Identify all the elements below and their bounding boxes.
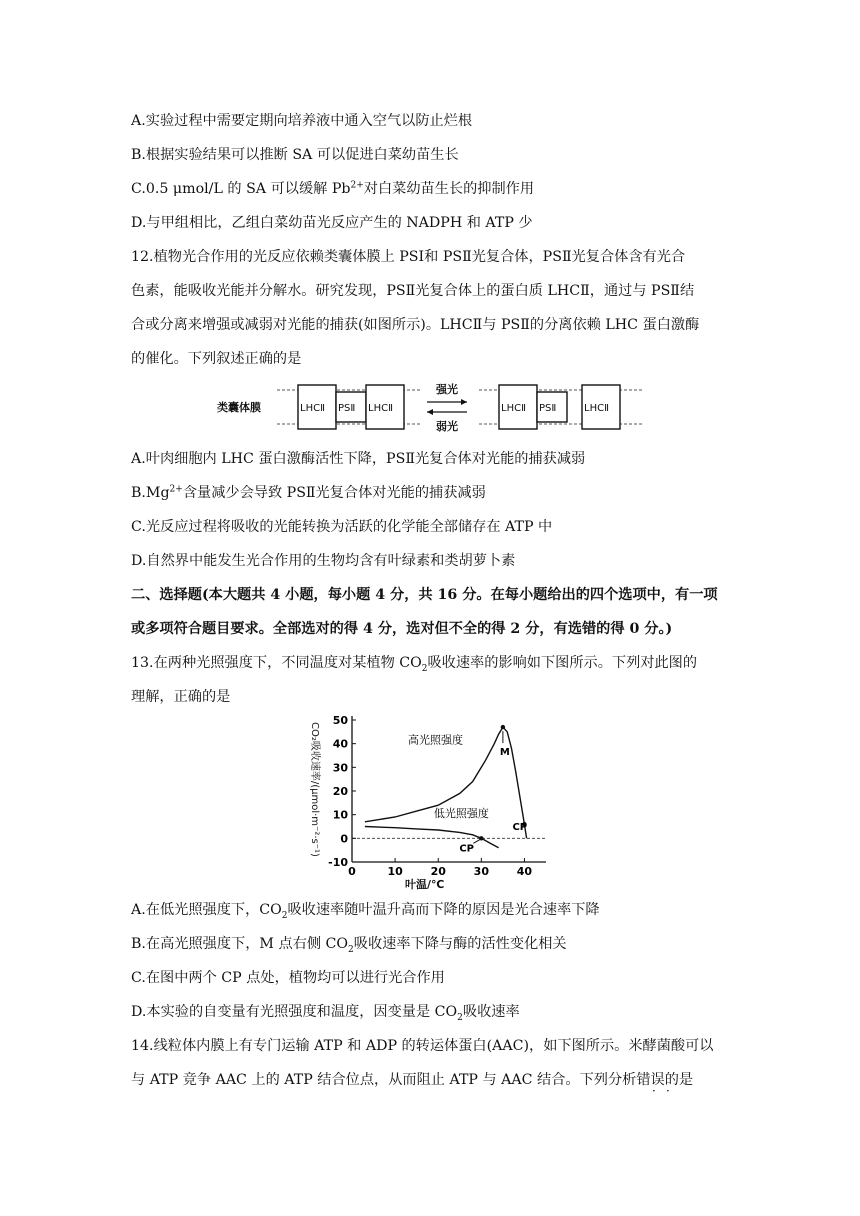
label-cp: CP	[512, 822, 528, 834]
series-label-low: 低光照强度	[433, 807, 489, 821]
q13-stem-post: 吸收速率的影响如下图所示。下列对此图的	[427, 655, 698, 671]
arrow-cp	[473, 839, 480, 843]
series-low-light	[365, 827, 499, 848]
q11-option-c-pre: C.0.5 μmol/L 的 SA 可以缓解 Pb	[131, 181, 351, 197]
q13-option-a-post: 吸收速率随叶温升高而下降的原因是光合速率下降	[287, 902, 600, 918]
x-axis-label: 叶温/℃	[405, 878, 445, 891]
q13-option-d-pre: D.本实验的自变量有光照强度和温度，因变量是 CO	[131, 1004, 458, 1020]
emphasis-dot: ·	[666, 1084, 670, 1098]
y-tick-label: 10	[332, 808, 348, 822]
point-m	[501, 725, 505, 729]
q12-option-b-pre: B.Mg	[131, 485, 170, 501]
label-m: M	[499, 747, 510, 759]
q13-option-d	[131, 1002, 740, 1022]
q11-option-c	[131, 179, 740, 199]
q13-option-a-sub: 2	[281, 910, 288, 921]
q13-stem-sub: 2	[421, 663, 428, 674]
co2-absorption-chart	[300, 710, 560, 892]
emphasis-dot: ·	[652, 1084, 656, 1098]
q12-stem-line-2: 色素，能吸收光能并分解水。研究发现，PSⅡ光复合体上的蛋白质 LHCⅡ，通过与 PSⅡ结	[131, 283, 695, 299]
q13-option-b-post: 吸收速率下降与酶的活性变化相关	[353, 936, 567, 952]
q12-option-b-post: 含量减少会导致 PSⅡ光复合体对光能的捕获减弱	[182, 485, 486, 501]
x-tick-label: 30	[473, 865, 489, 878]
q11-option-c-post: 对白菜幼苗生长的抑制作用	[363, 181, 535, 197]
ps-box-2: PSⅡ	[539, 403, 557, 414]
q11-option-a: A.实验过程中需要定期向培养液中通入空气以防止烂根	[131, 113, 473, 129]
q13-option-a-pre: A.在低光照强度下，CO	[131, 902, 282, 918]
q13-option-b-pre: B.在高光照强度下，M 点右侧 CO	[131, 936, 349, 952]
q12-option-c: C.光反应过程将吸收的光能转换为活跃的化学能全部储存在 ATP 中	[131, 519, 553, 535]
q12-option-b-sup: 2+	[169, 484, 183, 495]
q13-option-a	[131, 900, 740, 920]
y-axis-label: CO₂吸收速率/(μmol·m⁻²·s⁻¹)	[309, 722, 320, 857]
q12-option-b	[131, 483, 740, 503]
q14-stem-line-1: 14.线粒体内膜上有专门运输 ATP 和 ADP 的转运体蛋白(AAC)，如下图所示。米酵菌酸可以	[131, 1038, 714, 1054]
thylakoid-diagram	[215, 380, 645, 436]
lhc-box-2: LHCⅡ	[368, 403, 393, 414]
q13-option-b	[131, 934, 740, 954]
q11-option-d: D.与甲组相比，乙组白菜幼苗光反应产生的 NADPH 和 ATP 少	[131, 215, 533, 231]
ps-box-1: PSⅡ	[338, 403, 356, 414]
y-tick-label: 40	[332, 737, 348, 751]
q12-stem-line-1: 12.植物光合作用的光反应依赖类囊体膜上 PSⅠ和 PSⅡ光复合体，PSⅡ光复合体含有光合	[131, 249, 686, 265]
lhc-box-1: LHCⅡ	[300, 403, 325, 414]
y-tick-label: 0	[340, 832, 348, 846]
weak-light-label: 弱光	[436, 420, 458, 433]
lhc-box-4: LHCⅡ	[584, 403, 609, 414]
x-tick-label: 0	[348, 865, 356, 878]
q12-option-a: A.叶肉细胞内 LHC 蛋白激酶活性下降，PSⅡ光复合体对光能的捕获减弱	[131, 451, 586, 467]
y-tick-label: 20	[332, 785, 348, 798]
q13-stem-line-2: 理解，正确的是	[131, 689, 231, 705]
y-tick-label: 30	[332, 761, 348, 775]
series-label-high: 高光照强度	[408, 733, 464, 747]
section-2-heading-line-2: 或多项符合题目要求。全部选对的得 4 分，选对但不全的得 2 分，有选错的得 0 分。)	[131, 621, 673, 637]
q13-option-d-post: 吸收速率	[462, 1004, 520, 1020]
q13-option-d-sub: 2	[457, 1012, 463, 1023]
q13-option-c: C.在图中两个 CP 点处，植物均可以进行光合作用	[131, 970, 445, 986]
q13-stem-line-1	[131, 653, 740, 673]
q12-stem-line-3: 合或分离来增强或减弱对光能的捕获(如图所示)。LHCⅡ与 PSⅡ的分离依赖 LHC 蛋白激酶	[131, 317, 700, 333]
x-tick-label: 20	[430, 865, 446, 878]
q13-stem-pre: 13.在两种光照强度下，不同温度对某植物 CO	[131, 655, 422, 671]
section-2-heading-line-1: 二、选择题(本大题共 4 小题，每小题 4 分，共 16 分。在每小题给出的四个选项中，有一项	[131, 587, 718, 603]
q11-option-b: B.根据实验结果可以推断 SA 可以促进白菜幼苗生长	[131, 147, 459, 163]
q12-option-d: D.自然界中能发生光合作用的生物均含有叶绿素和类胡萝卜素	[131, 553, 516, 569]
q12-stem-line-4: 的催化。下列叙述正确的是	[131, 351, 302, 367]
q11-option-c-sup: 2+	[350, 180, 364, 191]
q13-option-b-sub: 2	[348, 944, 354, 955]
strong-light-label: 强光	[436, 383, 458, 396]
label-cp: CP	[459, 843, 475, 855]
x-tick-label: 10	[387, 865, 403, 878]
lhc-box-3: LHCⅡ	[501, 403, 526, 414]
y-tick-label: 50	[332, 714, 348, 727]
y-tick-label: -10	[328, 856, 348, 869]
membrane-label: 类囊体膜	[217, 401, 261, 414]
x-tick-label: 40	[516, 865, 533, 878]
q14-stem-line-2: 与 ATP 竞争 AAC 上的 ATP 结合位点，从而阻止 ATP 与 AAC 结合。下列分析错误的是	[131, 1072, 694, 1088]
